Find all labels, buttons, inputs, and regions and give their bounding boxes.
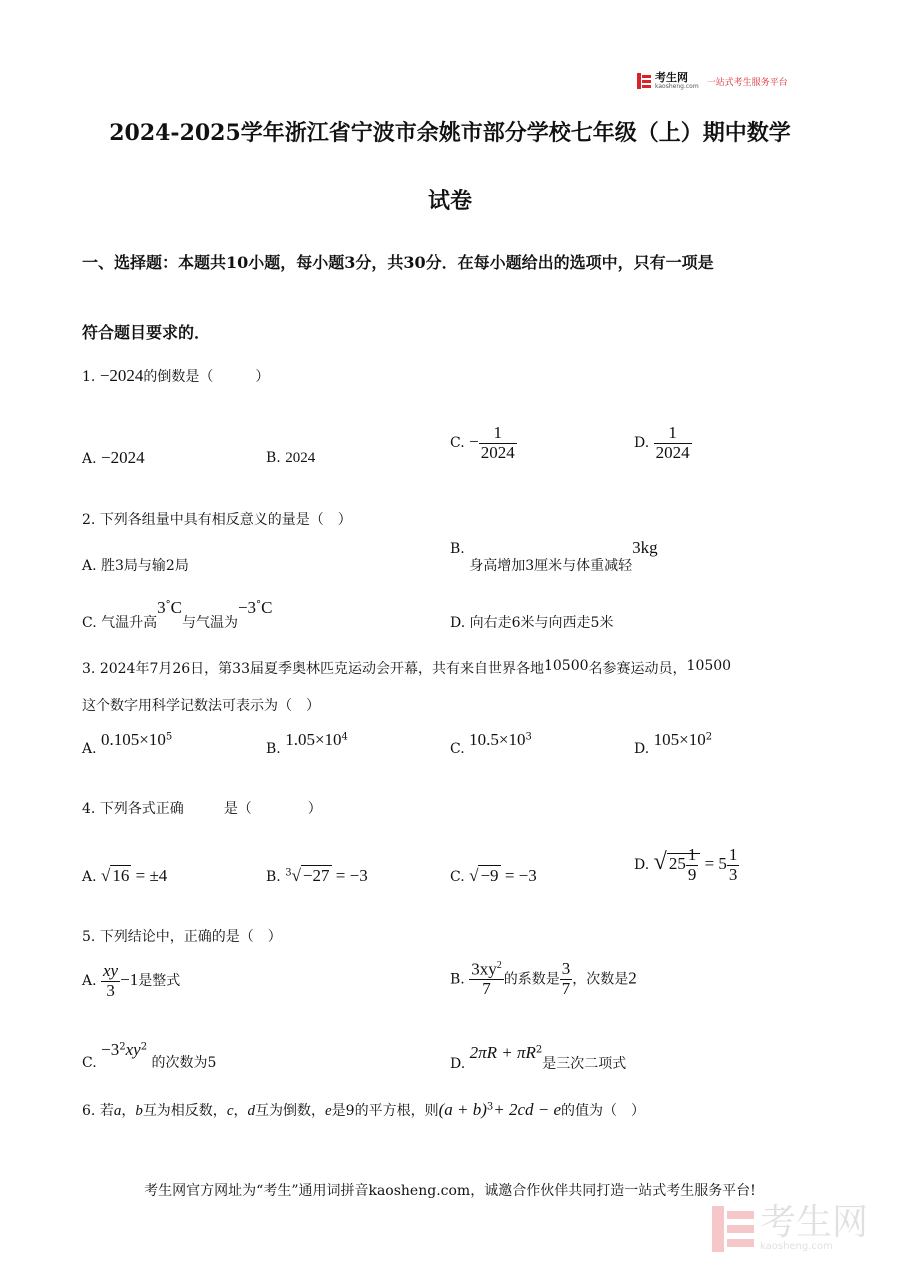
page-title-line2: 试卷 <box>427 188 472 214</box>
question-2: 2. 下列各组量中具有相反意义的量是（ ） <box>82 512 352 528</box>
q2-option-d: D. 向右走6米与向西走5米 <box>450 615 614 631</box>
q4-option-b: B. $^3$√ −27 = −3 <box>266 866 368 885</box>
question-1: 1. −2024的倒数是（ ） <box>82 366 270 385</box>
q4-option-a: A. √ 16 = ±4 <box>82 866 168 885</box>
watermark-logo-icon <box>712 1206 754 1252</box>
q1-option-c: C. − $\frac{1}{2024}$ <box>450 423 515 462</box>
q4-option-c: C. √ −9 = −3 <box>450 866 537 885</box>
q1-option-a: A. −2024 <box>82 448 145 467</box>
question-5: 5. 下列结论中，正确的是（ ） <box>82 929 282 945</box>
kaosheng-logo-icon <box>637 73 651 89</box>
page-title: 2024-2025学年浙江省宁波市余姚市部分学校七年级（上）期中数学 <box>109 120 791 146</box>
q2-option-a: A. 胜3局与输2局 <box>82 558 189 574</box>
watermark-name: 考生网 <box>760 1202 869 1243</box>
q5-option-a: A. $\frac{xy}{3}$ −1是整式 <box>82 961 181 1000</box>
q1-option-d: D. $\frac{1}{2024}$ <box>634 423 690 462</box>
logo-domain: kaosheng.com <box>655 83 699 90</box>
section-heading-line2: 符合题目要求的． <box>82 323 211 342</box>
q5-option-b: B. $\frac{3xy^2}{7}$ 的系数是 $\frac{3}{7}$ ，次数是2 <box>450 959 637 999</box>
q3-option-a: A. $0.105\times 10^5$ <box>82 730 173 757</box>
q5-option-c: C. $-3^2xy^2$ 的次数为5 <box>82 1040 217 1071</box>
question-3: 3. 2024年7月26日，第33届夏季奥林匹克运动会开幕，共有来自世界各地10500名参赛运动员，10500 <box>82 658 732 677</box>
q3-option-c: C. $10.5\times 10^3$ <box>450 730 532 757</box>
question-6: 6. 若a，b互为相反数，c，d互为倒数，e是9的平方根，则$(a + b)^3+ 2cd - e$的值为（ ） <box>82 1100 646 1119</box>
section-heading: 一、选择题：本题共10小题，每小题3分，共30分．在每小题给出的选项中，只有一项是 <box>82 253 714 272</box>
q3-option-d: D. $105\times 10^2$ <box>634 730 713 757</box>
logo-name: 考生网 <box>655 71 688 84</box>
watermark-domain: kaosheng.com <box>760 1241 833 1252</box>
question-4: 4. 下列各式正确 是（ ） <box>82 801 322 817</box>
footer-note: 考生网官方网址为“考生”通用词拼音kaosheng.com，诚邀合作伙伴共同打造一站式考生服务平台! <box>144 1183 756 1199</box>
q1-option-b: B. 2024 <box>266 450 316 466</box>
q2-option-c-content: C. 气温升高3°C与气温为−3°C <box>82 598 273 631</box>
question-3-line2: 这个数字用科学记数法可表示为（ ） <box>82 698 320 714</box>
q4-option-d: D. √ 25 $\frac{1}{9}$ = 5 $\frac{1}{3}$ <box>634 845 738 884</box>
logo-slogan: 一站式考生服务平台 <box>706 77 788 88</box>
header-logo <box>637 72 788 90</box>
watermark <box>712 1202 869 1252</box>
q3-option-b: B. $1.05\times 10^4$ <box>266 730 348 757</box>
q5-option-d: D. $2\pi R + \pi R^2$是三次二项式 <box>450 1043 627 1072</box>
q2-option-b: B. 身高增加3厘米与体重减轻3kg <box>450 538 658 574</box>
q1-expr: −2024 <box>99 366 144 385</box>
